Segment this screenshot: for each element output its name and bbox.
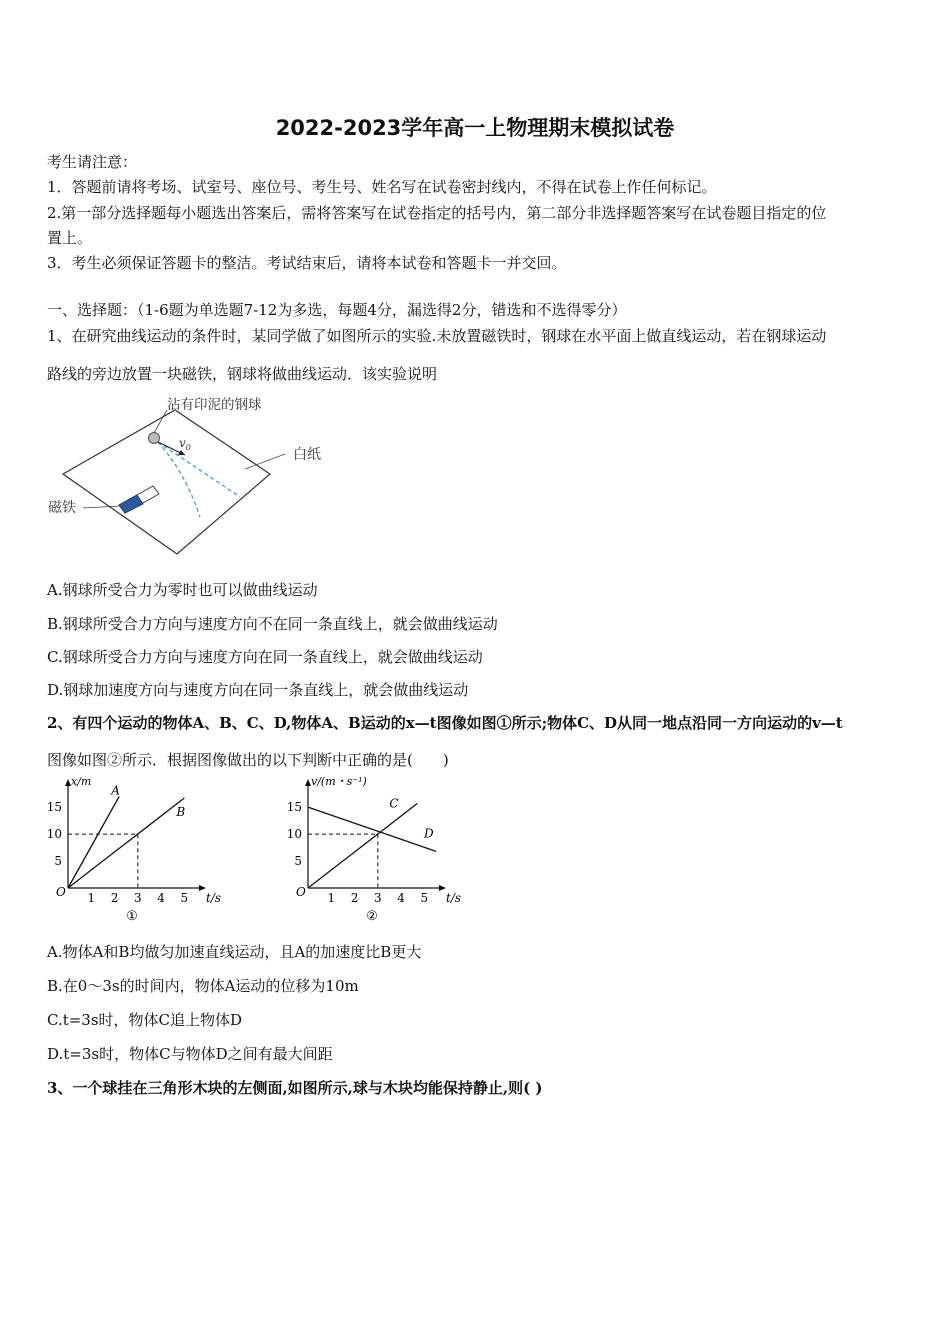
- paper-label: 白纸: [293, 447, 321, 463]
- q2-stem-line-1: 2、有四个运动的物体A、B、C、D,物体A、B运动的x—t图像如图①所示;物体C、D从同一地点沿同一方向运动的v—t: [47, 714, 843, 732]
- series-label-c: C: [389, 796, 399, 811]
- q2-option-d: D.t=3s时，物体C与物体D之间有最大间距: [47, 1045, 333, 1063]
- x-tick-label: 5: [180, 891, 189, 905]
- y-tick-label: 15: [46, 800, 62, 815]
- notice-item-1: 1．答题前请将考场、试室号、座位号、考生号、姓名写在试卷密封线内，不得在试卷上作任何标记。: [47, 178, 717, 196]
- notice-item-2-cont: 置上。: [47, 229, 93, 247]
- origin-label: O: [296, 885, 306, 899]
- x-tick-label: 3: [373, 891, 382, 905]
- y-tick-label: 5: [294, 854, 302, 869]
- series-line-d: [308, 807, 436, 851]
- q3-stem-line-1: 3、一个球挂在三角形木块的左侧面,如图所示,球与木块均能保持静止,则( ): [47, 1079, 543, 1097]
- curved-trajectory: [158, 442, 200, 517]
- x-tick-label: 5: [420, 891, 429, 905]
- notice-item-3: 3．考生必须保证答题卡的整洁。考试结束后，请将本试卷和答题卡一并交回。: [47, 254, 567, 272]
- origin-label: O: [56, 885, 66, 899]
- x-axis-arrow: [199, 885, 206, 891]
- straight-trajectory: [158, 442, 240, 497]
- series-label-d: D: [424, 826, 434, 841]
- series-line-c: [308, 803, 417, 888]
- q2-stem-line-2: 图像如图②所示．根据图像做出的以下判断中正确的是( ): [47, 751, 449, 769]
- v-t-chart: [280, 775, 462, 930]
- chart-caption: ②: [366, 909, 378, 924]
- q2-option-b: B.在0～3s的时间内，物体A运动的位移为10m: [47, 977, 359, 995]
- y-tick-label: 5: [54, 854, 62, 869]
- q2-option-c: C.t=3s时，物体C追上物体D: [47, 1011, 243, 1029]
- y-axis-label: x/m: [71, 775, 92, 788]
- steel-ball: [149, 433, 160, 444]
- q1-option-b: B.钢球所受合力方向与速度方向不在同一条直线上，就会做曲线运动: [47, 615, 498, 633]
- notice-item-2: 2.第一部分选择题每小题选出答案后，需将答案写在试卷指定的括号内，第二部分非选择题答案写在试卷题目指定的位: [47, 204, 827, 222]
- q1-option-c: C.钢球所受合力方向与速度方向在同一条直线上，就会做曲线运动: [47, 648, 483, 666]
- velocity-label: $v_0$: [179, 436, 191, 452]
- x-tick-label: 2: [350, 891, 359, 905]
- section-heading: 一、选择题：（1-6题为单选题7-12为多选，每题4分，漏选得2分，错选和不选得零分）: [47, 301, 627, 319]
- ball-label: 沾有印泥的钢球: [167, 397, 262, 413]
- x-tick-label: 1: [87, 891, 96, 905]
- x-tick-label: 2: [110, 891, 119, 905]
- white-paper-plane: [63, 410, 270, 554]
- magnet: [119, 486, 159, 513]
- magnet-label: 磁铁: [48, 500, 76, 516]
- q1-option-d: D.钢球加速度方向与速度方向在同一条直线上，就会做曲线运动: [47, 681, 469, 699]
- x-axis-label: t/s: [446, 891, 462, 905]
- x-tick-label: 4: [397, 891, 405, 905]
- x-axis-label: t/s: [206, 891, 222, 905]
- y-axis-label: v/(m・s⁻¹): [311, 775, 367, 788]
- series-label-b: B: [176, 805, 186, 820]
- magnet-leader-line: [83, 506, 121, 508]
- q1-option-a: A.钢球所受合力为零时也可以做曲线运动: [47, 581, 318, 599]
- series-line-b: [68, 798, 184, 888]
- q1-magnet-figure: [45, 392, 321, 564]
- x-axis-arrow: [439, 885, 446, 891]
- q1-stem-line-1: 1、在研究曲线运动的条件时，某同学做了如图所示的实验.未放置磁铁时，钢球在水平面上做直线运动，若在钢球运动: [47, 327, 827, 345]
- chart-caption: ①: [126, 909, 138, 924]
- y-tick-label: 10: [286, 827, 302, 842]
- x-tick-label: 4: [157, 891, 165, 905]
- q1-stem-line-2: 路线的旁边放置一块磁铁，钢球将做曲线运动．该实验说明: [47, 365, 438, 383]
- page-title: 2022-2023学年高一上物理期末模拟试卷: [275, 116, 675, 140]
- x-tick-label: 1: [327, 891, 336, 905]
- series-line-a: [68, 796, 119, 888]
- x-t-chart: [40, 775, 222, 930]
- x-tick-label: 3: [133, 891, 142, 905]
- series-label-a: A: [111, 783, 120, 798]
- notice-heading: 考生请注意：: [47, 153, 138, 171]
- y-tick-label: 15: [286, 800, 302, 815]
- y-tick-label: 10: [46, 827, 62, 842]
- q2-option-a: A.物体A和B均做匀加速直线运动，且A的加速度比B更大: [47, 943, 422, 961]
